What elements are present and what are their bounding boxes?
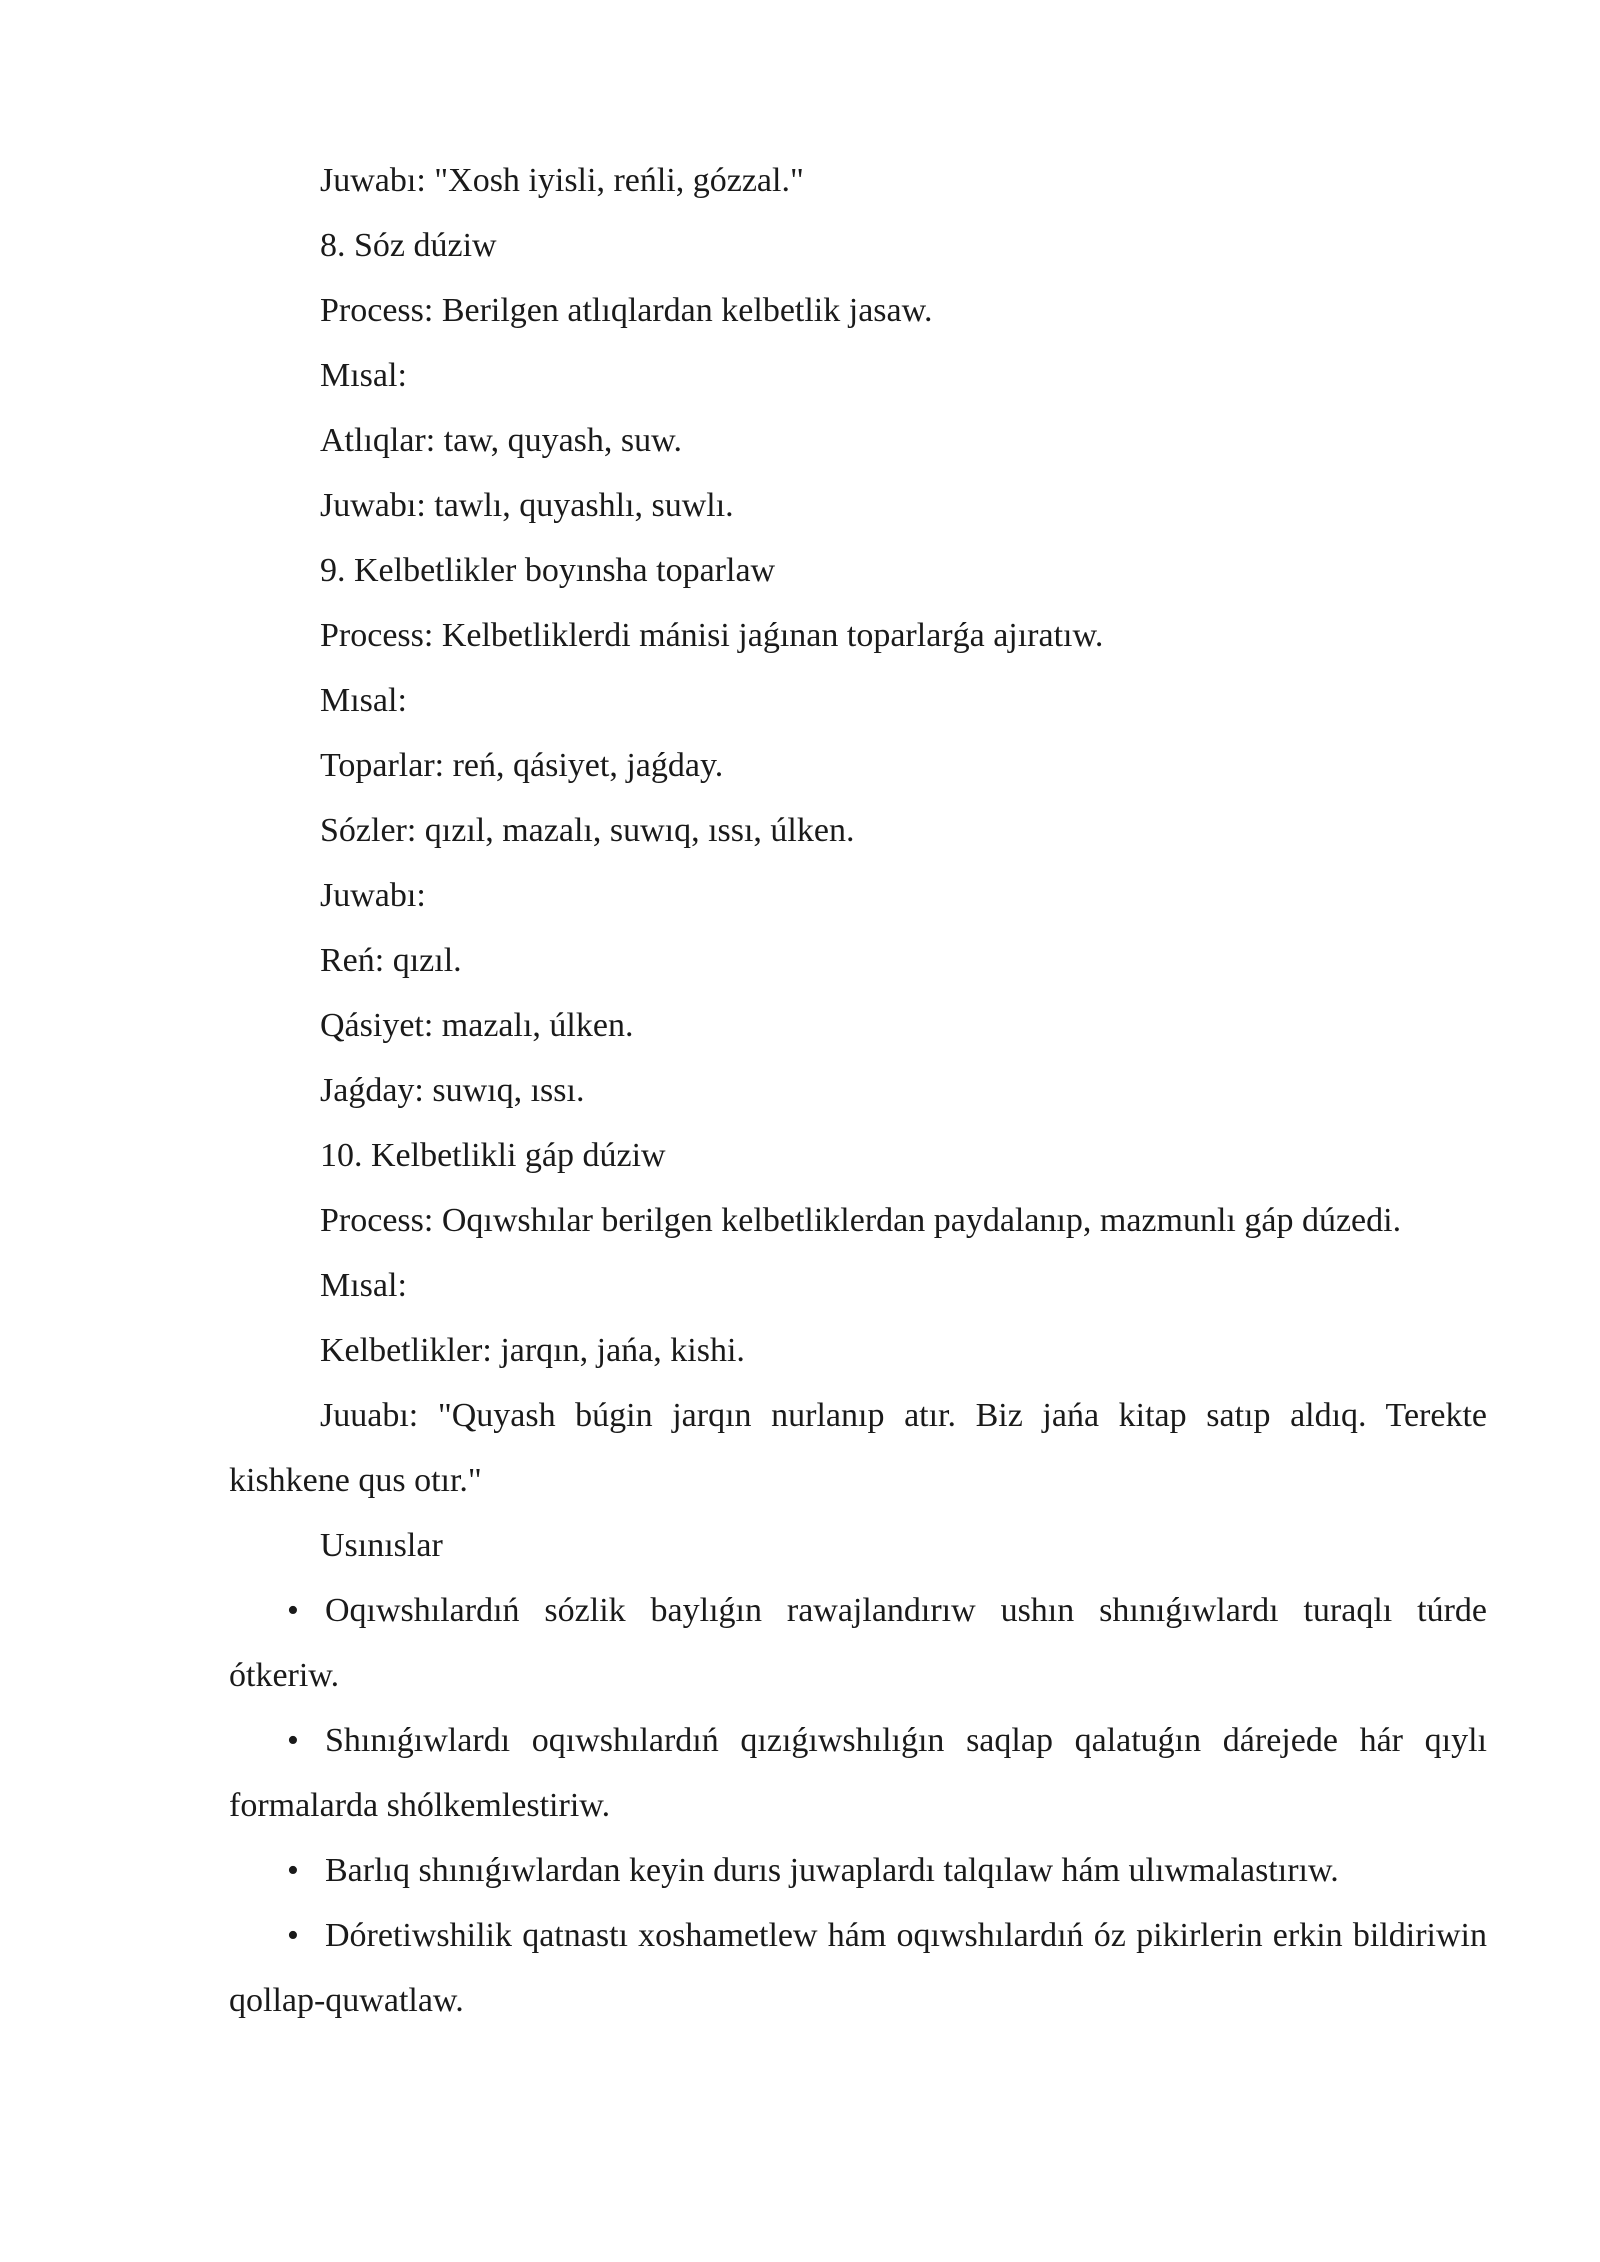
recommendation-text: Barlıq shınıǵıwlardan keyin durıs juwaplardı talqılaw hám ulıwmalastırıw. [325, 1852, 1339, 1889]
process-line: Process: Kelbetliklerdi mánisi jaǵınan toparlarǵa ajıratıw. [320, 617, 1104, 654]
section-heading-8: 8. Sóz dúziw [320, 227, 497, 264]
words-line: Sózler: qızıl, mazalı, suwıq, ıssı, úlken. [320, 812, 855, 849]
answer-paragraph: Juuabı: "Quyash búgin jarqın nurlanıp atır. Biz jańa kitap satıp aldıq. Terekte kishkene qus otır." [229, 1397, 1487, 1499]
groups-line: Toparlar: reń, qásiyet, jaǵday. [320, 747, 724, 784]
group-state-line: Jaǵday: suwıq, ıssı. [320, 1072, 585, 1109]
bullet-dot-icon: • [287, 1592, 299, 1629]
process-paragraph: Process: Oqıwshılar berilgen kelbetliklerdan paydalanıp, mazmunlı gáp dúzedi. [320, 1202, 1402, 1239]
example-label: Mısal: [320, 1267, 407, 1304]
recommendation-text: Shınıǵıwlardı oqıwshılardıń qızıǵıwshılıǵın saqlap qalatuǵın dárejede hár qıylı formalarda shólkemlestiriw. [229, 1722, 1487, 1824]
recommendation-item [229, 1903, 1487, 2033]
recommendation-item [229, 1838, 1487, 1903]
bullet-dot-icon: • [287, 1852, 299, 1889]
document-body [229, 148, 1487, 2033]
example-label: Mısal: [320, 357, 407, 394]
answer-label: Juwabı: [320, 877, 426, 914]
group-quality-line: Qásiyet: mazalı, úlken. [320, 1007, 634, 1044]
bullet-dot-icon: • [287, 1917, 299, 1954]
example-label: Mısal: [320, 682, 407, 719]
recommendations-heading: Usınıslar [320, 1527, 443, 1564]
section-heading-9: 9. Kelbetlikler boyınsha toparlaw [320, 552, 776, 589]
section-heading-10: 10. Kelbetlikli gáp dúziw [320, 1137, 666, 1174]
answer-line: Juwabı: tawlı, quyashlı, suwlı. [320, 487, 734, 524]
recommendation-text: Oqıwshılardıń sózlik baylıǵın rawajlandırıw ushın shınıǵıwlardı turaqlı túrde ótkeriw. [229, 1592, 1487, 1694]
nouns-line: Atlıqlar: taw, quyash, suw. [320, 422, 682, 459]
bullet-dot-icon: • [287, 1722, 299, 1759]
answer-line: Juwabı: "Xosh iyisli, reńli, gózzal." [320, 162, 804, 199]
recommendation-item [229, 1708, 1487, 1838]
process-line: Process: Berilgen atlıqlardan kelbetlik jasaw. [320, 292, 933, 329]
recommendation-text: Dóretiwshilik qatnastı xoshametlew hám oqıwshılardıń óz pikirlerin erkin bildiriwin qollap-quwatlaw. [229, 1917, 1487, 2019]
group-color-line: Reń: qızıl. [320, 942, 462, 979]
adjectives-line: Kelbetlikler: jarqın, jańa, kishi. [320, 1332, 745, 1369]
recommendation-item [229, 1578, 1487, 1708]
